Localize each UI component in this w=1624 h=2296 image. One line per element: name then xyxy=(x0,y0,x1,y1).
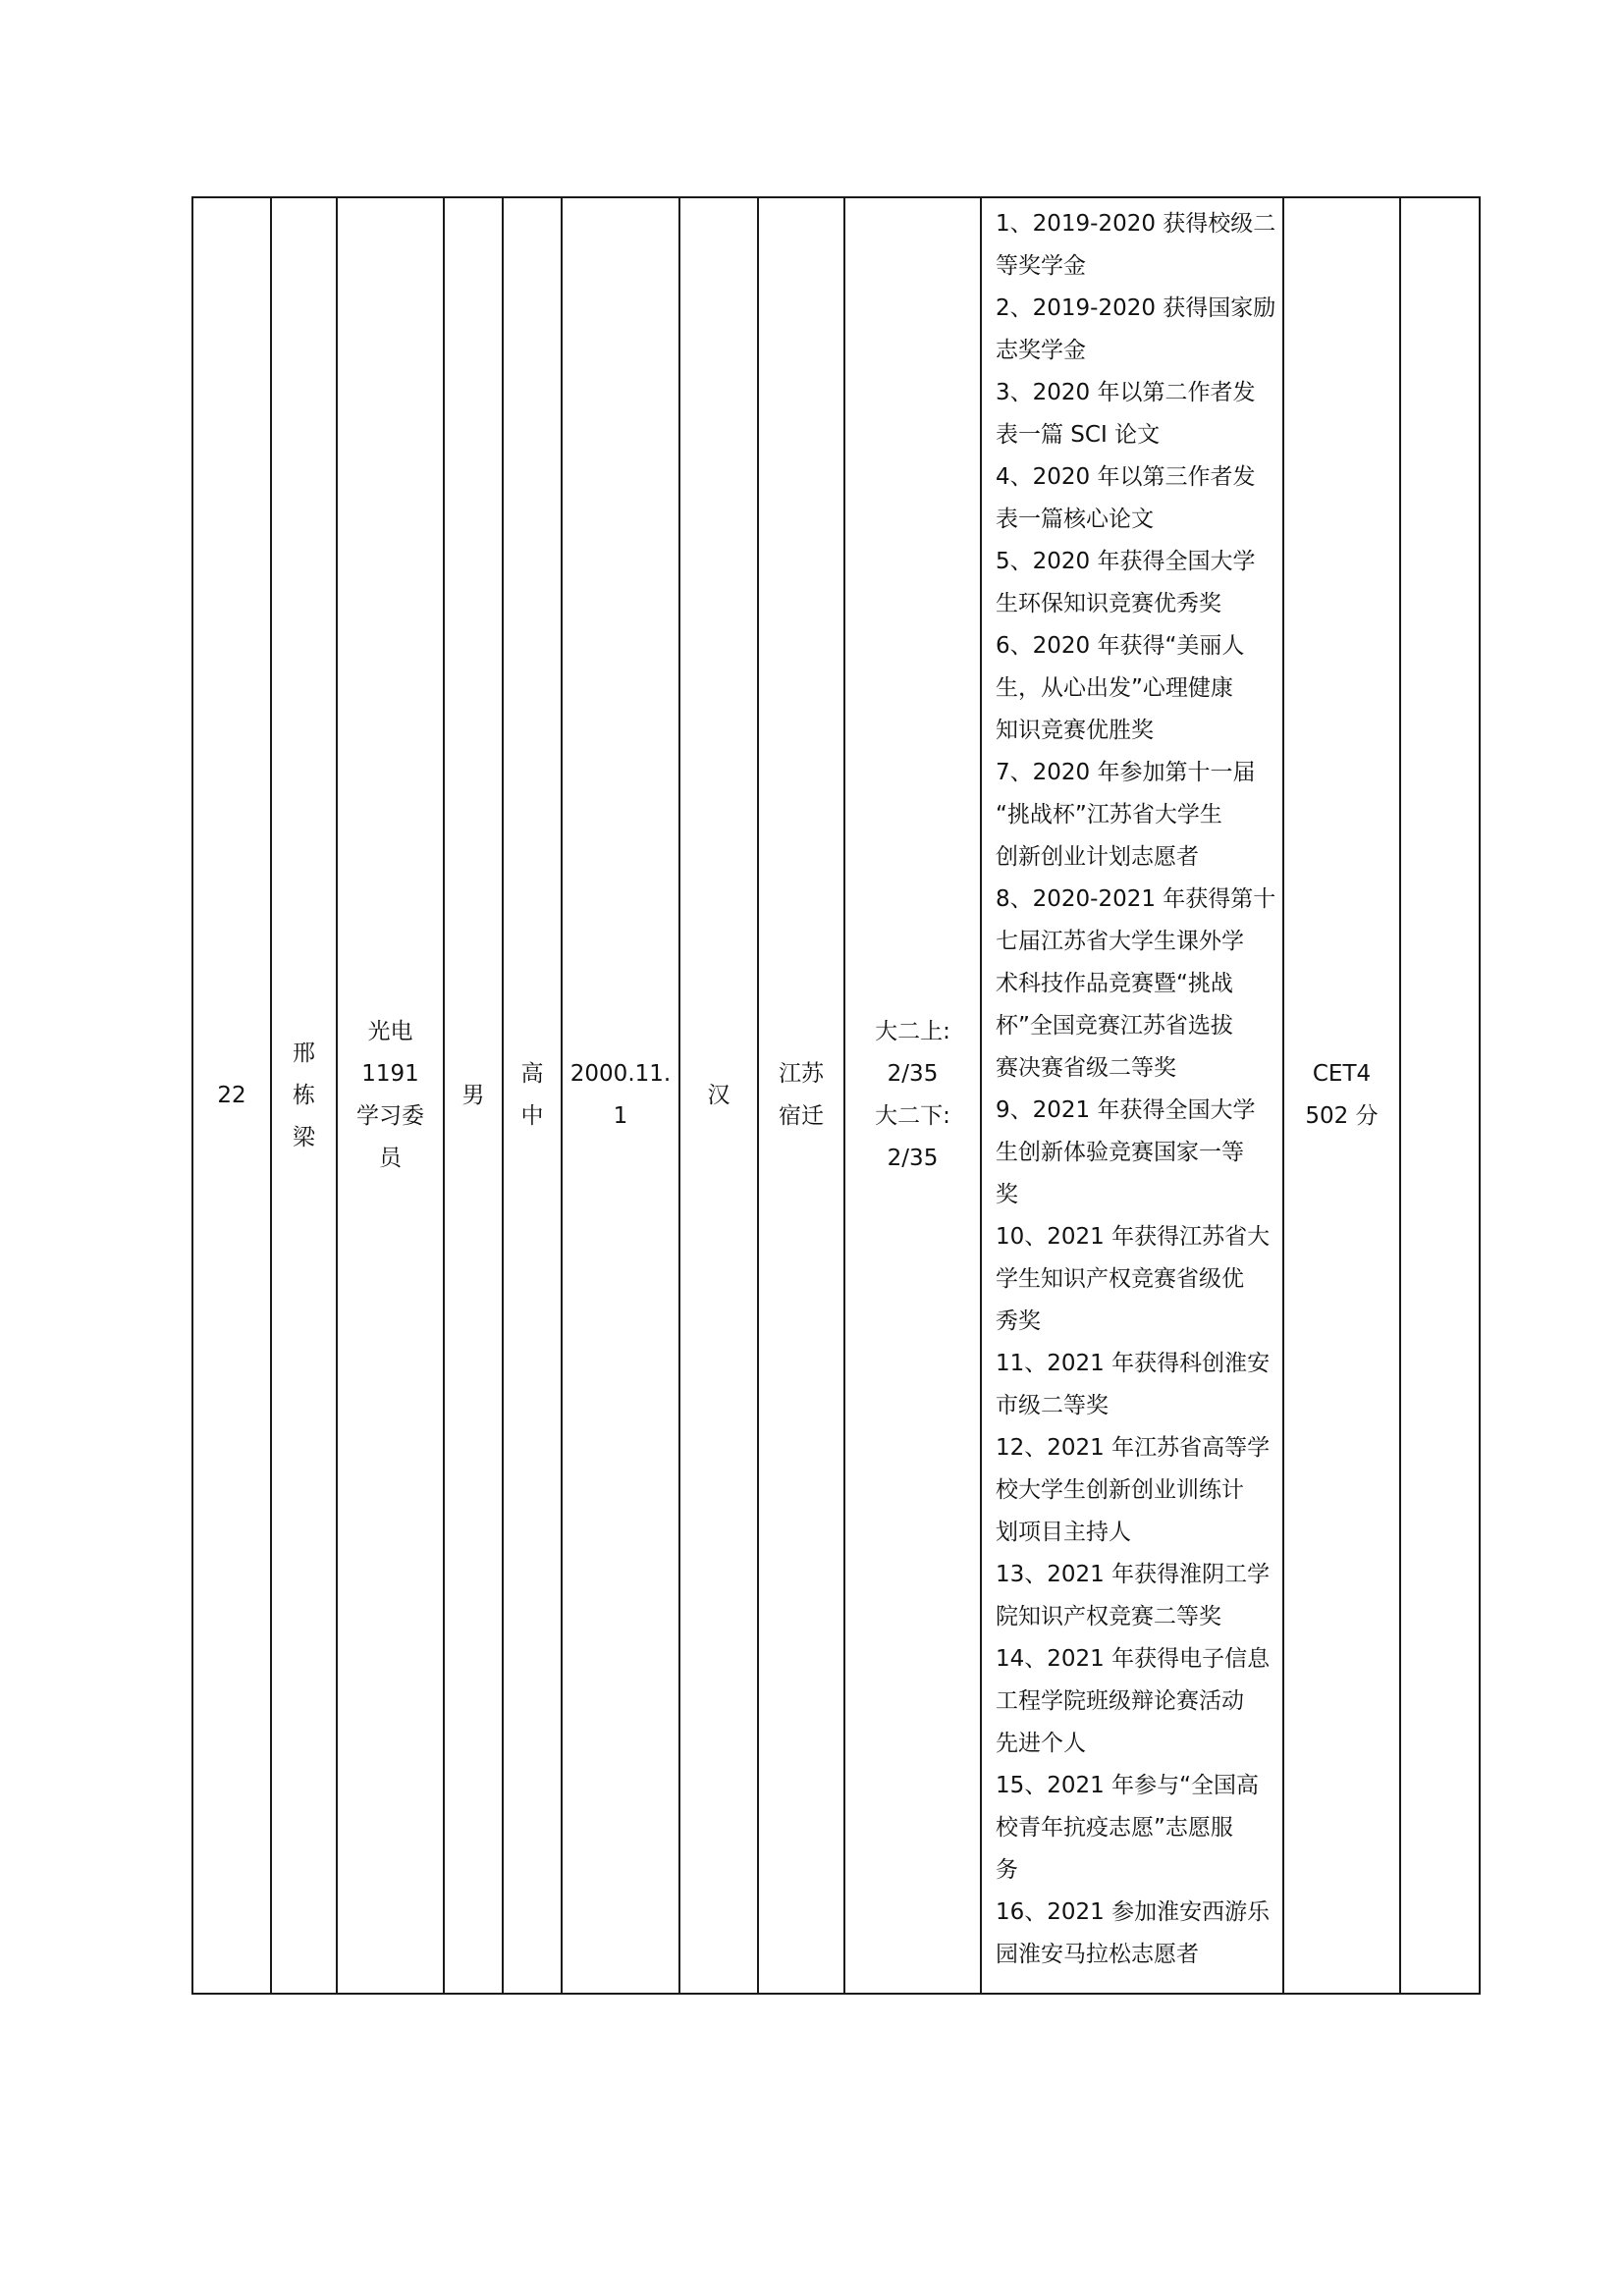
honor-line: 12、2021 年江苏省高等学 xyxy=(996,1435,1271,1461)
honor-line: 市级二等奖 xyxy=(996,1393,1109,1418)
honor-line: 创新创业计划志愿者 xyxy=(996,844,1199,870)
honor-line: 6、2020 年获得“美丽人 xyxy=(996,633,1245,659)
honor-line: 表一篇 SCI 论文 xyxy=(996,422,1161,448)
remarks-cell xyxy=(1400,197,1480,1994)
student-name: 邢栋梁 xyxy=(293,1040,315,1150)
honor-line: 5、2020 年获得全国大学 xyxy=(996,549,1256,574)
honor-line: 工程学院班级辩论赛活动 xyxy=(996,1688,1244,1714)
honor-line: 14、2021 年获得电子信息 xyxy=(996,1646,1271,1672)
honor-line: 务 xyxy=(996,1857,1018,1883)
hometown-line: 宿迁 xyxy=(779,1103,824,1129)
honor-line: 校大学生创新创业训练计 xyxy=(996,1477,1244,1503)
honor-line: 校青年抗疫志愿”志愿服 xyxy=(996,1815,1233,1841)
honor-line: 11、2021 年获得科创淮安 xyxy=(996,1351,1271,1376)
gender-cell: 男 xyxy=(444,197,503,1994)
honor-line: 术科技作品竞赛暨“挑战 xyxy=(996,971,1233,996)
honor-line: 3、2020 年以第二作者发 xyxy=(996,380,1256,405)
honor-line: 生，从心出发”心理健康 xyxy=(996,675,1233,701)
honor-line: 园淮安马拉松志愿者 xyxy=(996,1942,1199,1967)
honor-line: 4、2020 年以第三作者发 xyxy=(996,464,1256,490)
ranking-cell xyxy=(844,197,981,1994)
class-role-line: 1191 xyxy=(361,1061,419,1087)
honor-line: 2、2019-2020 获得国家励 xyxy=(996,295,1276,321)
honor-line: 志奖学金 xyxy=(996,338,1086,363)
ranking-line: 2/35 xyxy=(887,1061,939,1087)
table-row xyxy=(192,197,1480,1994)
ranking-line: 2/35 xyxy=(887,1146,939,1171)
honor-line: 七届江苏省大学生课外学 xyxy=(996,929,1244,954)
hometown-line: 江苏 xyxy=(779,1061,824,1087)
honor-line: 16、2021 参加淮安西游乐 xyxy=(996,1899,1271,1925)
honor-line: 15、2021 年参与“全国高 xyxy=(996,1773,1260,1798)
honor-line: 学生知识产权竞赛省级优 xyxy=(996,1266,1244,1292)
honor-line: 知识竞赛优胜奖 xyxy=(996,718,1154,743)
class-role-line: 光电 xyxy=(367,1019,413,1044)
honor-line: 院知识产权竞赛二等奖 xyxy=(996,1604,1221,1629)
english-level-line: 502 分 xyxy=(1305,1103,1379,1129)
birth-date-cell xyxy=(562,197,679,1994)
birth-date-line: 1 xyxy=(613,1103,628,1129)
education-text: 高中 xyxy=(520,1061,544,1129)
class-role-line: 员 xyxy=(379,1146,402,1171)
index-cell: 22 xyxy=(192,197,271,1994)
english-level-cell xyxy=(1283,197,1400,1994)
education-cell xyxy=(503,197,562,1994)
honor-line: 先进个人 xyxy=(996,1731,1086,1756)
honor-line: 8、2020-2021 年获得第十 xyxy=(996,886,1276,912)
class-role-cell xyxy=(337,197,444,1994)
birth-date-line: 2000.11. xyxy=(569,1061,672,1087)
honor-line: 9、2021 年获得全国大学 xyxy=(996,1097,1256,1123)
honor-line: 杯”全国竞赛江苏省选拔 xyxy=(996,1013,1233,1039)
honor-line: 奖 xyxy=(996,1182,1018,1207)
ranking-line: 大二上: xyxy=(875,1019,950,1044)
hometown-cell xyxy=(758,197,844,1994)
honor-line: 生环保知识竞赛优秀奖 xyxy=(996,591,1221,616)
honor-line: 等奖学金 xyxy=(996,253,1086,279)
honor-line: “挑战杯”江苏省大学生 xyxy=(996,802,1222,828)
honors-cell xyxy=(981,197,1283,1994)
honor-line: 赛决赛省级二等奖 xyxy=(996,1055,1176,1081)
ethnicity-cell: 汉 xyxy=(679,197,758,1994)
honor-line: 10、2021 年获得江苏省大 xyxy=(996,1224,1271,1250)
ranking-line: 大二下: xyxy=(875,1103,950,1129)
english-level-line: CET4 xyxy=(1312,1061,1372,1087)
name-cell xyxy=(271,197,337,1994)
class-role-line: 学习委 xyxy=(356,1103,424,1129)
honor-line: 1、2019-2020 获得校级二 xyxy=(996,211,1276,237)
student-record-table xyxy=(191,196,1481,1995)
honor-line: 生创新体验竞赛国家一等 xyxy=(996,1140,1244,1165)
honor-line: 划项目主持人 xyxy=(996,1520,1131,1545)
honor-line: 秀奖 xyxy=(996,1308,1041,1334)
honor-line: 13、2021 年获得淮阴工学 xyxy=(996,1562,1271,1587)
honor-line: 表一篇核心论文 xyxy=(996,507,1154,532)
honor-line: 7、2020 年参加第十一届 xyxy=(996,760,1256,785)
